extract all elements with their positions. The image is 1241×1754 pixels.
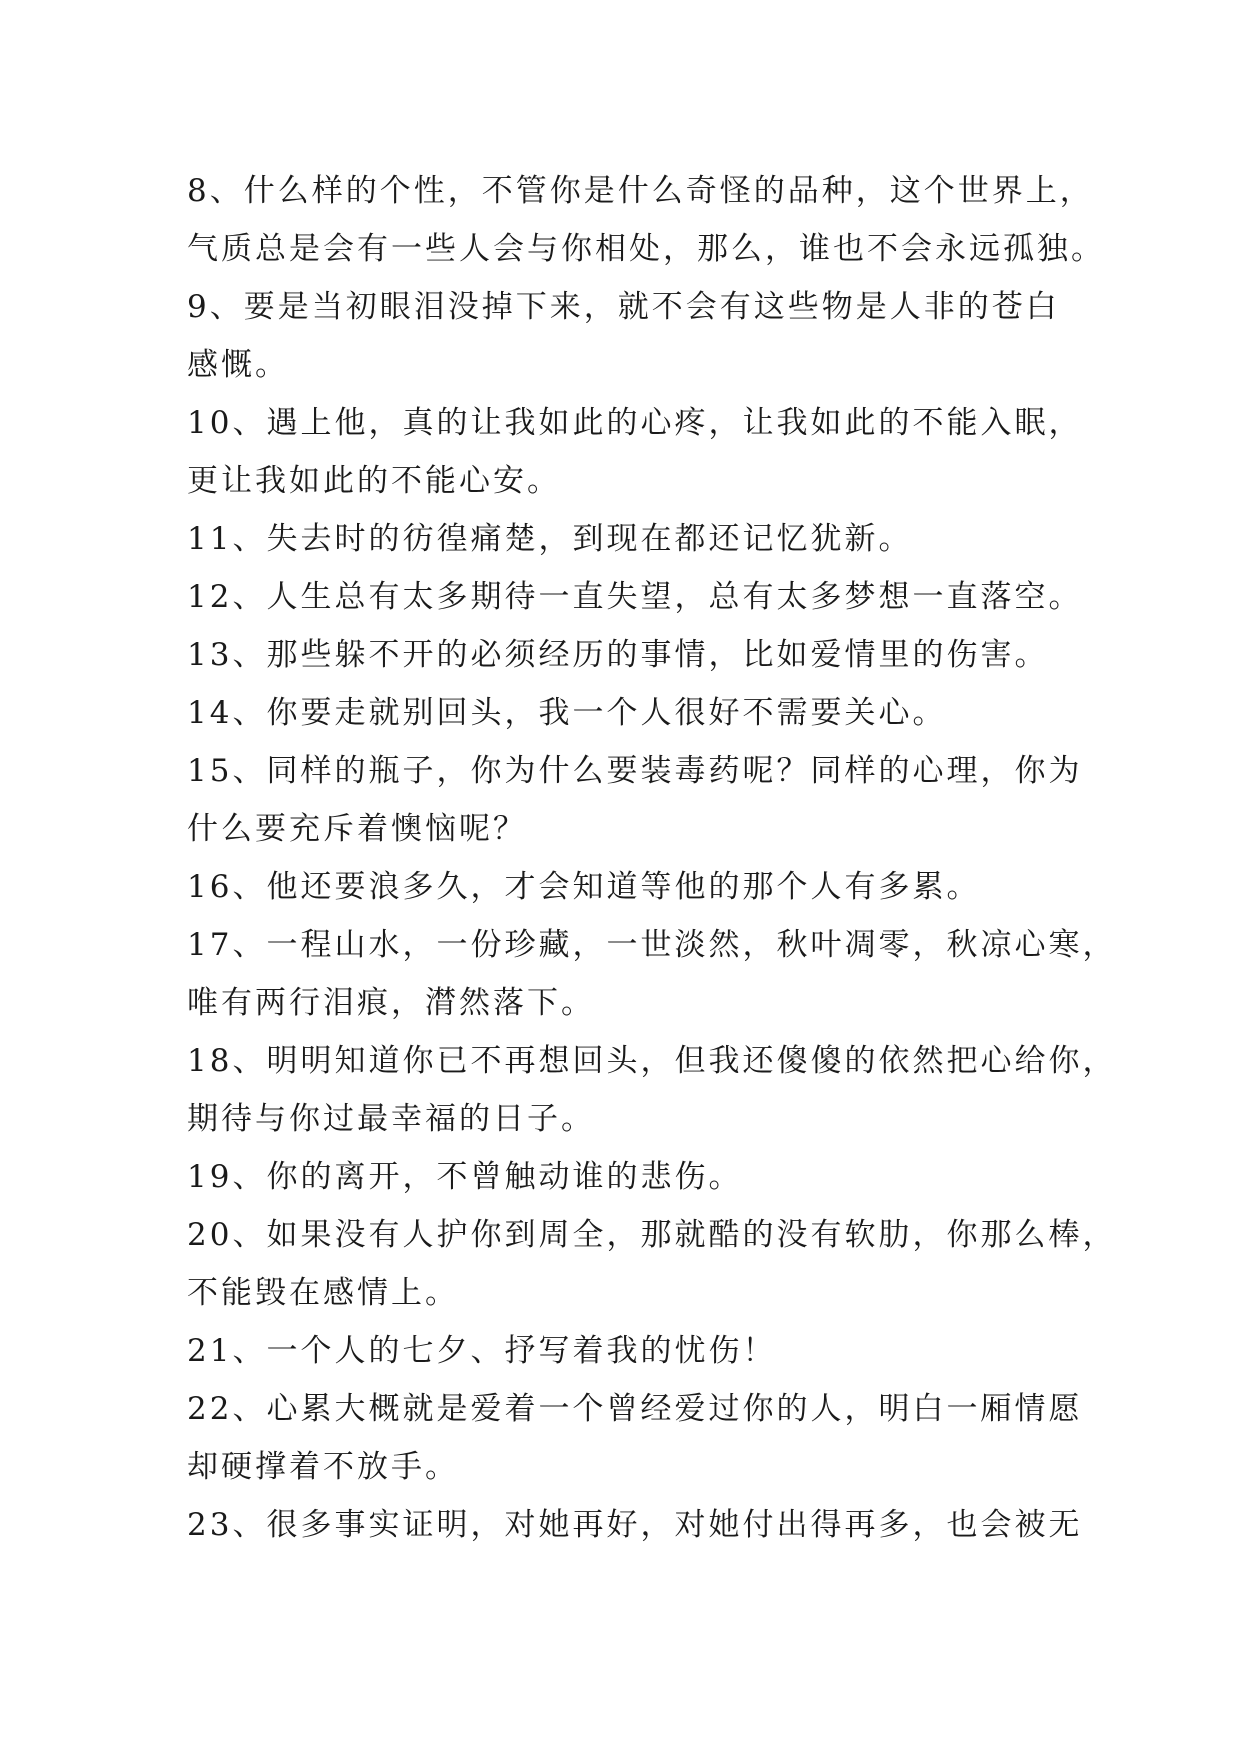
text-line-11: 15、同样的瓶子，你为什么要装毒药呢？同样的心理，你为 (187, 753, 1083, 789)
text-line-24: 23、很多事实证明，对她再好，对她付出得再多，也会被无 (187, 1507, 1083, 1543)
text-line-4: 感慨。 (187, 347, 289, 383)
text-line-22: 22、心累大概就是爱着一个曾经爱过你的人，明白一厢情愿 (187, 1391, 1083, 1427)
text-line-20: 不能毁在感情上。 (187, 1275, 459, 1311)
text-line-21: 21、一个人的七夕、抒写着我的忧伤！ (187, 1333, 777, 1369)
text-line-19: 20、如果没有人护你到周全，那就酷的没有软肋，你那么棒， (187, 1217, 1117, 1253)
text-line-15: 唯有两行泪痕，潸然落下。 (187, 985, 595, 1021)
text-line-23: 却硬撑着不放手。 (187, 1449, 459, 1485)
text-line-6: 更让我如此的不能心安。 (187, 463, 561, 499)
text-line-7: 11、失去时的彷徨痛楚，到现在都还记忆犹新。 (187, 521, 913, 557)
text-line-1: 8、什么样的个性，不管你是什么奇怪的品种，这个世界上， (187, 173, 1094, 209)
text-line-8: 12、人生总有太多期待一直失望，总有太多梦想一直落空。 (187, 579, 1083, 615)
quote-list (187, 162, 1117, 1554)
text-line-10: 14、你要走就别回头，我一个人很好不需要关心。 (187, 695, 947, 731)
text-line-18: 19、你的离开，不曾触动谁的悲伤。 (187, 1159, 743, 1195)
text-line-17: 期待与你过最幸福的日子。 (187, 1101, 595, 1137)
text-line-3: 9、要是当初眼泪没掉下来，就不会有这些物是人非的苍白 (187, 289, 1060, 325)
text-line-13: 16、他还要浪多久，才会知道等他的那个人有多累。 (187, 869, 981, 905)
text-line-16: 18、明明知道你已不再想回头，但我还傻傻的依然把心给你， (187, 1043, 1117, 1079)
text-line-9: 13、那些躲不开的必须经历的事情，比如爱情里的伤害。 (187, 637, 1049, 673)
text-line-14: 17、一程山水，一份珍藏，一世淡然，秋叶凋零，秋凉心寒， (187, 927, 1117, 963)
text-line-2: 气质总是会有一些人会与你相处，那么，谁也不会永远孤独。 (187, 231, 1105, 267)
text-line-12: 什么要充斥着懊恼呢？ (187, 811, 527, 847)
text-line-5: 10、遇上他，真的让我如此的心疼，让我如此的不能入眠， (187, 405, 1083, 441)
